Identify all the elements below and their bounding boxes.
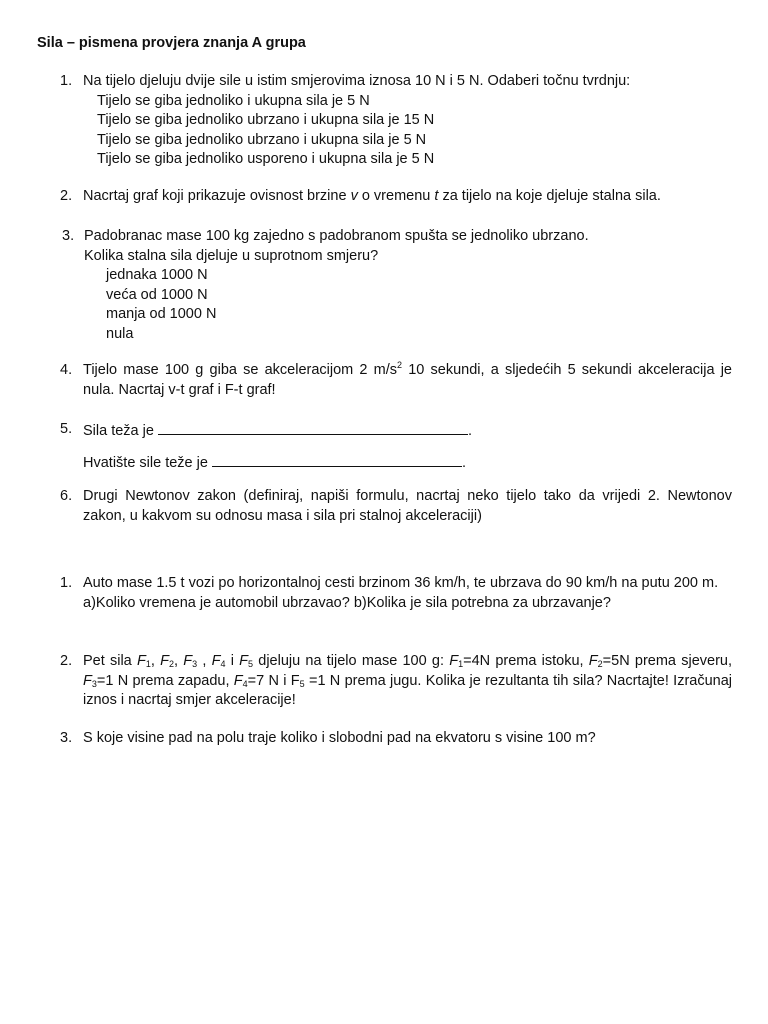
answer-option: veća od 1000 N	[106, 286, 208, 303]
question-subparts: a)Koliko vremena je automobil ubrzavao? b)Kolika je sila potrebna za ubrzavanje?	[83, 594, 611, 611]
answer-option: Tijelo se giba jednoliko ubrzano i ukupna sila je 15 N	[97, 112, 435, 128]
answer-option: manja od 1000 N	[106, 306, 217, 322]
question-number: 3.	[60, 730, 73, 746]
question-number: 4.	[60, 362, 73, 378]
question-number: 5.	[60, 421, 73, 437]
fill-line-row: Hvatište sile teže je .	[83, 452, 732, 474]
problem-3	[60, 729, 732, 749]
question-number: 2.	[60, 653, 73, 669]
question-6	[60, 487, 732, 526]
question-text: Nacrtaj graf koji prikazuje ovisnost brzine v o vremenu t za tijelo na koje djeluje stalna sila.	[83, 188, 661, 204]
question-number: 3.	[62, 228, 75, 244]
question-1	[60, 72, 732, 170]
page-title: Sila – pismena provjera znanja A grupa	[37, 35, 306, 51]
answer-option: Tijelo se giba jednoliko i ukupna sila je 5 N	[97, 92, 370, 109]
question-number: 6.	[60, 488, 73, 504]
question-4	[60, 361, 732, 400]
question-number: 1.	[60, 575, 73, 591]
answer-option: Tijelo se giba jednoliko usporeno i ukupna sila je 5 N	[97, 151, 435, 167]
question-number: 2.	[60, 188, 73, 204]
answer-blank	[158, 420, 468, 435]
question-number: 1.	[60, 73, 73, 89]
answer-blank	[212, 452, 462, 467]
question-text: Padobranac mase 100 kg zajedno s padobranom spušta se jednoliko ubrzano.	[84, 228, 589, 244]
question-text: Tijelo mase 100 g giba se akceleracijom 2 $m/s^2$ 10 sekundi, a sljedećih 5 sekundi akceleracija je nula. Nacrtaj v-t graf i F-t graf!	[83, 360, 732, 398]
problem-2	[60, 652, 732, 711]
fill-line-row: Sila teža je .	[83, 420, 732, 442]
question-text: Pet sila $F_1$, $F_2$, $F_3$ , $F_4$ i $F_5$ djeluju na tijelo mase 100 g: $F_1=4N$ prema istoku, $F_2=5N$ prema sjeveru, $F_3=1$ N prema zapadu, $F_4=7$ N i $F_5 =1$ N prema jugu. Kolika je rezultanta tih sila? Nacrtajte! Izračunaj iznos i nacrtaj smjer akceleracije!	[83, 653, 732, 708]
answer-option: Tijelo se giba jednoliko ubrzano i ukupna sila je 5 N	[97, 131, 427, 148]
question-text: Drugi Newtonov zakon (definiraj, napiši formulu, nacrtaj neko tijelo tako da vrijedi 2. Newtonov zakon, u kakvom su odnosu masa i sila pri stalnoj akceleraciji)	[83, 488, 732, 524]
problem-1	[60, 574, 732, 613]
question-2	[60, 187, 732, 207]
answer-option: nula	[106, 325, 134, 342]
question-text: Auto mase 1.5 t vozi po horizontalnoj cesti brzinom 36 km/h, te ubrzava do 90 km/h na putu 200 m.	[83, 575, 719, 591]
question-3	[60, 227, 732, 344]
question-text: Kolika stalna sila djeluje u suprotnom smjeru?	[84, 247, 379, 264]
question-text: Na tijelo djeluju dvije sile u istim smjerovima iznosa 10 N i 5 N. Odaberi točnu tvrdnju:	[83, 73, 631, 89]
question-text: S koje visine pad na polu traje koliko i slobodni pad na ekvatoru s visine 100 m?	[83, 730, 596, 746]
answer-option: jednaka 1000 N	[106, 267, 208, 283]
question-5	[60, 420, 732, 473]
